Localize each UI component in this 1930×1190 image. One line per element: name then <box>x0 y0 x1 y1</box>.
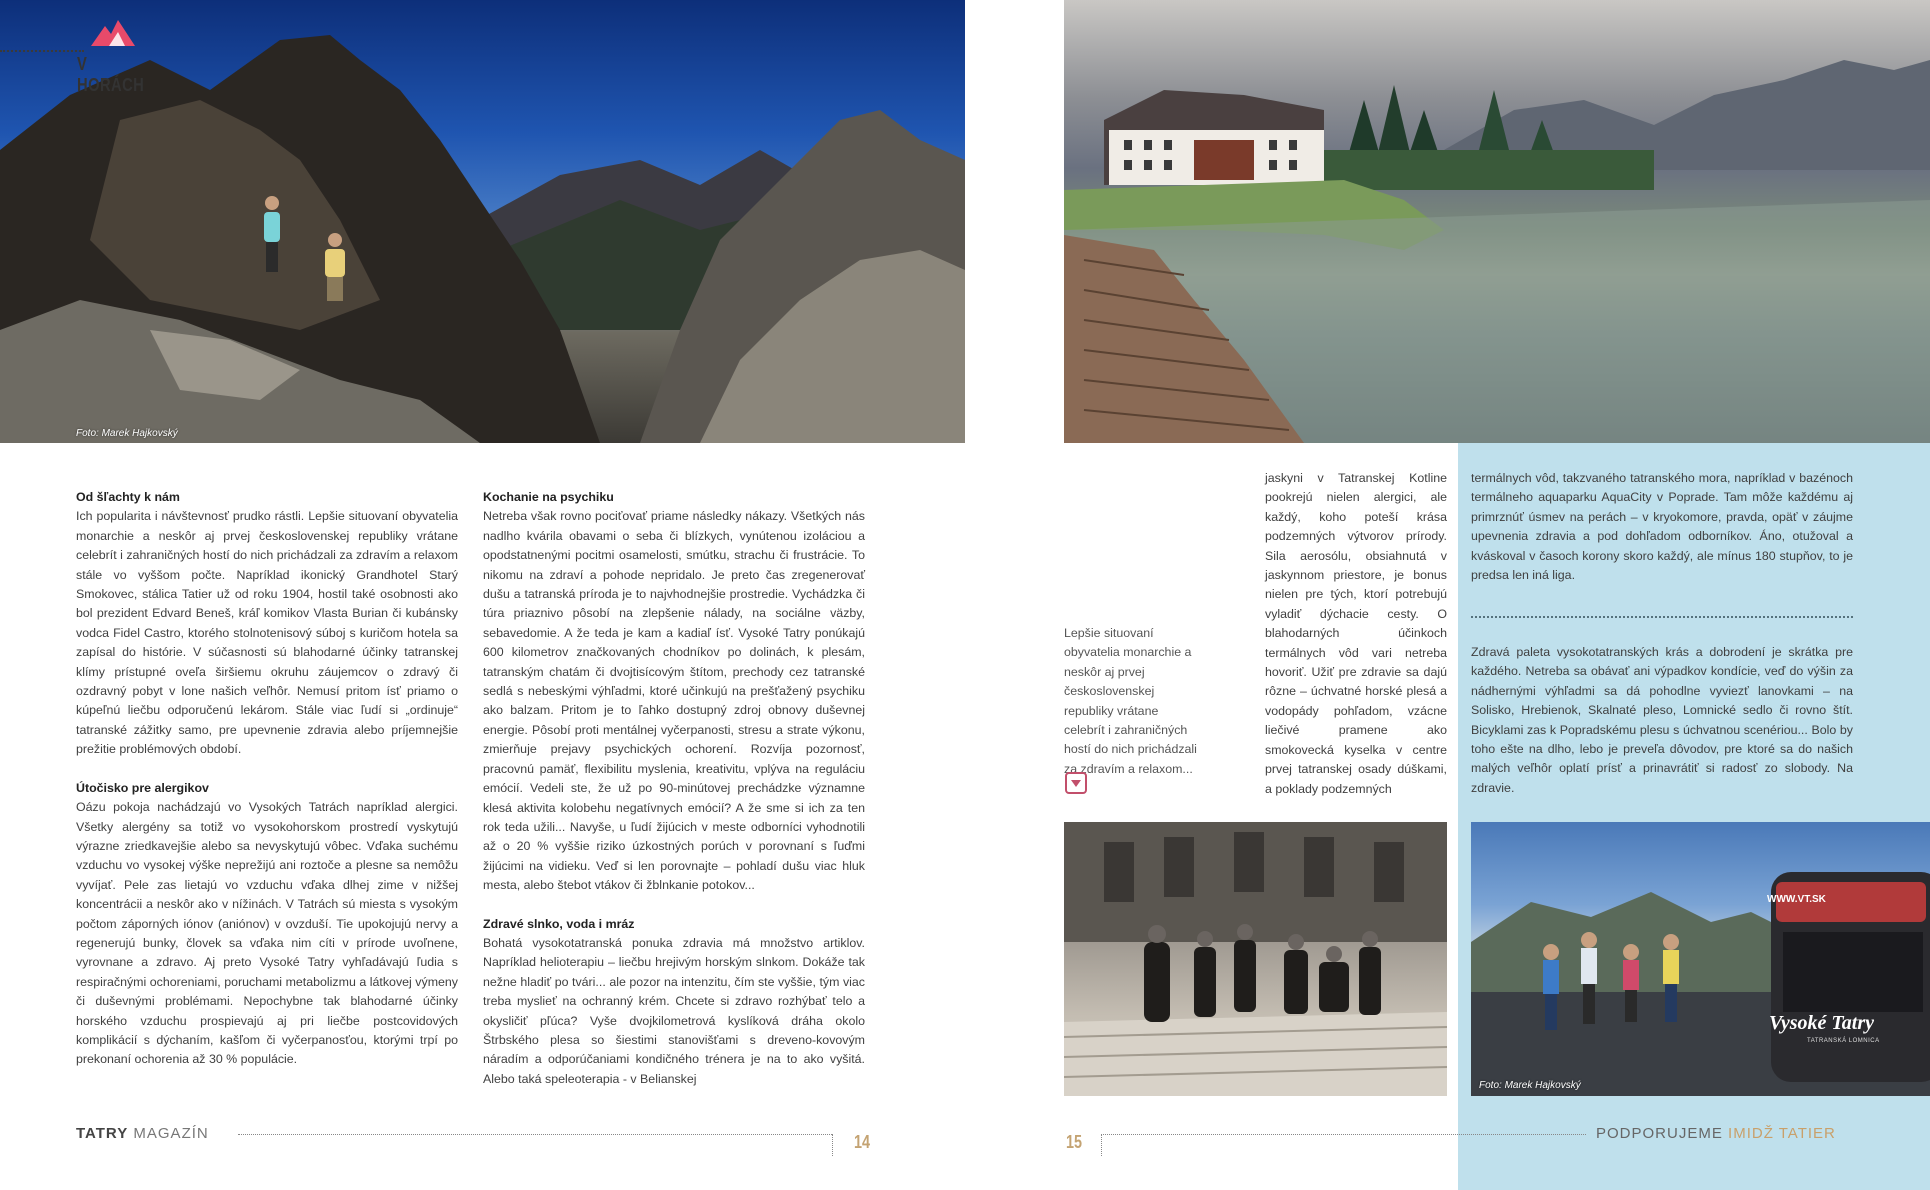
cablecar-sign-web: WWW.VT.SK <box>1767 894 1826 905</box>
footer-rule <box>1101 1134 1586 1135</box>
cablecar-sign-brand: Vysoké Tatry <box>1769 1012 1874 1034</box>
campaign-brand <box>1596 1125 1836 1142</box>
brand-part-b: IMIDŽ TATIER <box>1728 1125 1836 1142</box>
section-mark <box>0 18 160 95</box>
paragraph: termálnych vôd, takzvaného tatranského mora, napríklad v bazénoch termálneho aquaparku AquaCity v Poprade. Tam môže každému aj primrznúť úsmev na perách – v kryokomore, pravda, opäť v záujme upevnenia zdravia a pod dohľadom odborníkov. Áno, otužoval a kváskoval v časoch korony skoro každý, ale mínus 180 stupňov, to je predsa len iná liga. <box>1471 471 1853 583</box>
magazine-brand <box>76 1125 209 1142</box>
footer-tick <box>1101 1134 1102 1156</box>
lake-hotel-photo <box>1064 0 1930 443</box>
brand-part-a: PODPORUJEME <box>1596 1125 1723 1142</box>
footer-rule <box>238 1134 832 1135</box>
page-number: 14 <box>854 1132 871 1152</box>
pull-quote: Lepšie situovaní obyvatelia monarchie a neskôr aj prvej československej republiky vrátane celebrít i zahraničných hostí do nich prichádzali za zdravím a relaxom... <box>1064 626 1197 776</box>
article-column-3 <box>1265 469 1447 799</box>
article-column-4 <box>1471 469 1853 585</box>
article-column-4-closing <box>1471 643 1853 798</box>
panel-divider <box>1471 616 1853 618</box>
brand-light: MAGAZÍN <box>133 1125 209 1142</box>
historic-group-photo <box>1064 822 1447 1096</box>
paragraph: Zdravá paleta vysokotatranských krás a dobrodení je skrátka pre každého. Netreba sa obávať ani výpadkov kondície, veď do výšin za nádhernými výhľadmi sa dá pohodlne vyviezť lanovkami – na Solisko, Hrebienok, Skalnaté pleso, Lomnické sedlo či rovno štít. Bicyklami zas k Popradskému plesu s úchvatnou scenériou... Bolo by toho ešte na dlho, lebo je preveľa dôvodov, pre ktoré sa do našich malých veľhôr oplatí prísť a prinavrátiť si radosť zo slobody. Na zdravie. <box>1471 645 1853 795</box>
footer-tick <box>832 1134 833 1156</box>
cablecar-photo <box>1471 822 1930 1096</box>
paragraph: Oázu pokoja nachádzajú vo Vysokých Tatrách napríklad alergici. Všetky alergény sa totiž vo vysokohorskom prostredí vyskytujú výrazne zriedkavejšie alebo sa nevyskytujú vôbec. Vďaka suchému vzduchu vo vysokej výške neprežijú ani roztoče a plesne sa nemôžu vyvíjať. Pele zas lietajú vo vzduchu vďaka dlhej zime v nižšej koncentrácii a neskôr ako v nížinách. V Tatrách sú miesta s vysokým počtom záporných iónov (aniónov) v ovzduší. Tie upokojujú nervy a regenerujú bunky, človek sa vďaka nim cíti v prírode uvoľnene, vyrovnane a zdravo. Aj preto Vysoké Tatry vyhľadávajú ľudia s respiračnými ochoreniami, poruchami metabolizmu a látkovej výmeny či duševnými problémami. Nepochybne tak blahodarné účinky horského vzduchu prospievajú aj pri liečbe postcovidových komplikácií s dýchaním, kašľom či vyčerpanosťou, ktorými trpí po prekonaní ochorenia až 30 % populácie. <box>76 800 458 1067</box>
cablecar-sign-sub: TATRANSKÁ LOMNICA <box>1807 1038 1880 1044</box>
photo-credit: Foto: Marek Hajkovský <box>76 428 178 439</box>
article-column-1: Od šľachty k nám Ich popularita i návštevnosť prudko rástli. Lepšie situovaní obyvatelia monarchie a neskôr aj prvej československej republiky vrátane celebrít i zahraničných hostí do nich prichádzali za zdravím a relaxom stále vo vyššom počte. Napríklad ikonický Grandhotel Starý Smokovec, stálica Tatier už od roku 1904, hostil také osobnosti ako bol prezident Edvard Beneš, kráľ komikov Vlasta Burian či kubánsky vodca Fidel Castro, ktorého stolnotenisový súboj s kuričom hotela sa zapísal do histórie. V súčasnosti sú blahodarné účinky tatranskej klímy prístupné oveľa širšiemu okruhu záujemcov o zdravý či ozdravný pobyt v lone našich veľhôr. Nemusí pritom ísť priamo o kúpeľnú liečbu odporučenú lekárom. Stále viac ľudí si „ordinuje“ tatranské zážitky samo, pre upevnenie zdravia alebo príjemnejšie prežitie problémových období. Útočisko pre alergikov Oázu pokoja nachádzajú vo Vysokých Tatrách napríklad alergici. Všetky alergény sa totiž vo vysokohorskom prostredí vyskytujú výrazne zriedkavejšie alebo sa nevyskytujú vôbec. Vďaka suchému vzduchu vo vysokej výške neprežijú ani roztoče a plesne sa nemôžu vyvíjať. Pele zas lietajú vo vzduchu vďaka dlhej zime v nižšej koncentrácii a neskôr ako v nížinách. V Tatrách sú miesta s vysokým počtom záporných iónov (aniónov) v ovzduší. Tie upokojujú nervy a regenerujú bunky, človek sa vďaka nim cíti v prírode uvoľnene, vyrovnane a zdravo. Aj preto Vysoké Tatry vyhľadávajú ľudia s respiračnými ochoreniami, poruchami metabolizmu a látkovej výmeny či duševnými problémami. Nepochybne tak blahodarné účinky horského vzduchu prospievajú aj pri liečbe postcovidových komplikácií s dýchaním, kašľom či vyčerpanosťou, ktorými trpí po prekonaní ochorenia až 30 % populácie. <box>76 490 458 1067</box>
section-label: V HORÁCH <box>77 54 145 95</box>
paragraph: jaskyni v Tatranskej Kotline pookrejú nielen alergici, ale každý, koho poteší krása podzemných výtvorov prírody. Sila aerosólu, obsiahnutá v jaskynnom priestore, je bonus nielen pre tých, ktorí potrebujú vyladiť dýchacie cesty. O blahodarných účinkoch termálnych vôd vari netreba hovoriť. Užiť pre zdravie sa dajú rôzne – úchvatné horské plesá a vodopády pohľadom, vzácne liečivé pramene ako smokovecká kyselka v centre prvej tatranskej osady dúškami, a poklady podzemných <box>1265 471 1447 796</box>
paragraph: Netreba však rovno pociťovať priame následky nákazy. Všetkých nás nadlho kvárila obavami o seba či blízkych, vynútenou izoláciou a opodstatnenými pocitmi osamelosti, smútku, strachu či frustrácie. To nikomu na zdraví a pohode nepridalo. Je preto čas zregenerovať dušu a tatranská príroda je to najvhodnejšie prostredie. Vychádzka či túra priaznivo pôsobí na zlepšenie nálady, na sociálne väzby, sebavedomie. A že teda je kam a kadiaľ ísť. Vysoké Tatry ponúkajú 600 kilometrov značkovaných chodníkov po dolinách, k plesám, tatranským chatám či dvojtisícovým štítom, prechody cez tatranské sedlá s nebeskými výhľadmi, ktoré učinkujú na prešťažený psychiku ako balzam. Pritom je to ľahko dostupný zdroj obnovy duševnej energie. Pôsobí proti mentálnej vyčerpanosti, stresu a strate výkonu, zmierňuje prejavy psychických ochorení. Rozvíja pozornosť, pracovnú pamäť, flexibilitu myslenia, kreativitu, vplýva na reguláciu emócií. Vedeli ste, že už po 90-minútovej prechádzke významne klesá aktivita kolobehu negatívnych emócií? A že sme si ich za ten rok teda užili... Navyše, u ľudí žijúcich v meste odborníci vyhodnotili až o 20 % vyššie riziko úzkostných porúch v porovnaní s ľuďmi žijúcimi na vidieku. Veď si len porovnajte – pohladí dušu viac hluk mesta, alebo štebot vtákov či žblnkanie potokov... <box>483 509 865 893</box>
chevron-down-box-icon[interactable] <box>1065 772 1087 794</box>
mountain-logo-icon <box>91 18 135 46</box>
page-number: 15 <box>1066 1132 1083 1152</box>
article-column-2: Kochanie na psychiku Netreba však rovno pociťovať priame následky nákazy. Všetkých nás nadlho kvárila obavami o seba či blízkych, vynútenou izoláciou a opodstatnenými pocitmi osamelosti, smútku, strachu či frustrácie. To nikomu na zdraví a pohode nepridalo. Je preto čas zregenerovať dušu a tatranská príroda je to najvhodnejšie prostredie. Vychádzka či túra priaznivo pôsobí na zlepšenie nálady, na sociálne väzby, sebavedomie. A že teda je kam a kadiaľ ísť. Vysoké Tatry ponúkajú 600 kilometrov značkovaných chodníkov po dolinách, k plesám, tatranským chatám či dvojtisícovým štítom, prechody cez tatranské sedlá s nebeskými výhľadmi, ktoré učinkujú na prešťažený psychiku ako balzam. Pritom je to ľahko dostupný zdroj obnovy duševnej energie. Pôsobí proti mentálnej vyčerpanosti, stresu a strate výkonu, zmierňuje prejavy psychických ochorení. Rozvíja pozornosť, pracovnú pamäť, flexibilitu myslenia, kreativitu, vplýva na reguláciu emócií. Vedeli ste, že už po 90-minútovej prechádzke významne klesá aktivita kolobehu negatívnych emócií? A že sme si ich za ten rok teda užili... Navyše, u ľudí žijúcich v meste odborníci vyhodnotili až o 20 % vyššie riziko úzkostných porúch v porovnaní s ľuďmi žijúcimi na vidieku. Veď si len porovnajte – pohladí dušu viac hluk mesta, alebo štebot vtákov či žblnkanie potokov... Zdravé slnko, voda i mráz Bohatá vysokotatranská ponuka zdravia má množstvo artiklov. Napríklad helioterapiu – liečbu hrejivým horským slnkom. Dokáže tak nežne hladiť po tvári... ale pozor na intenzitu, čím ste vyššie, tým viac treba myslieť na ochranný krém. Chcete si zdravo rozhýbať telo a okysličiť pľúca? Vyše dvojkilometrová kyslíková dráha okolo Štrbského plesa so šiestimi stanovišťami s dreveno-kovovým náradím a odporúčaniami kondičného trénera je na to ako vyšitá. Alebo taká speleoterapia - v Belianskej <box>483 490 865 1086</box>
brand-bold: TATRY <box>76 1125 129 1142</box>
paragraph: Bohatá vysokotatranská ponuka zdravia má množstvo artiklov. Napríklad helioterapiu – liečbu hrejivým horským slnkom. Dokáže tak nežne hladiť po tvári... ale pozor na intenzitu, čím ste vyššie, tým viac treba myslieť na ochranný krém. Chcete si zdravo rozhýbať telo a okysličiť pľúca? Vyše dvojkilometrová kyslíková dráha okolo Štrbského plesa so šiestimi stanovišťami s dreveno-kovovým náradím a odporúčaniami kondičného trénera je na to ako vyšitá. Alebo taká speleoterapia - v Belianskej <box>483 935 865 1086</box>
paragraph: Ich popularita i návštevnosť prudko rástli. Lepšie situovaní obyvatelia monarchie a neskôr aj prvej československej republiky vrátane celebrít i zahraničných hostí do nich prichádzali za zdravím a relaxom stále vo vyššom počte. Napríklad ikonický Grandhotel Starý Smokovec, stálica Tatier už od roku 1904, hostil také osobnosti ako bol prezident Edvard Beneš, kráľ komikov Vlasta Burian či kubánsky vodca Fidel Castro, ktorého stolnotenisový súboj s kuričom hotela sa zapísal do histórie. V súčasnosti sú blahodarné účinky tatranskej klímy prístupné oveľa širšiemu okruhu záujemcov o zdravý či ozdravný pobyt v lone našich veľhôr. Nemusí pritom ísť priamo o kúpeľnú liečbu odporučenú lekárom. Stále viac ľudí si „ordinuje“ tatranské zážitky samo, pre upevnenie zdravia alebo príjemnejšie prežitie problémových období. <box>76 509 458 757</box>
photo-credit: Foto: Marek Hajkovský <box>1479 1080 1581 1091</box>
